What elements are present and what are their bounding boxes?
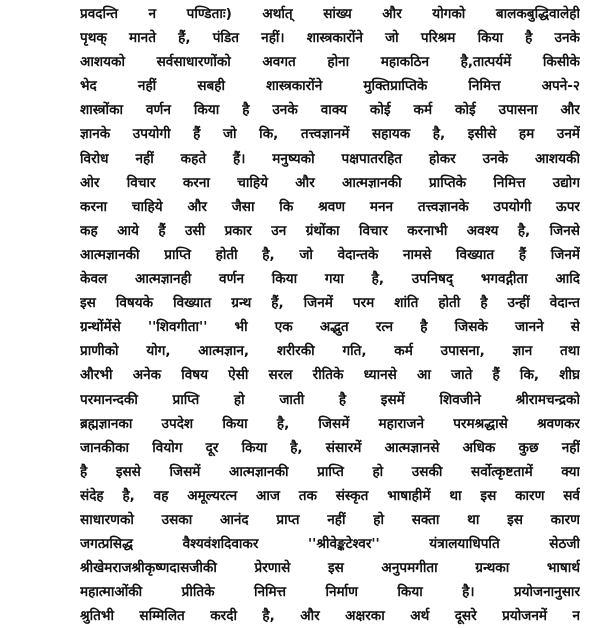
text-line: श्रीखेमराजश्रीकृष्णदासजीकी प्रेरणासे इस अनुपमगीता ग्रन्थका भाषार्थ	[80, 560, 580, 577]
text-line: ग्रन्थोंमेंसे ''शिवगीता'' भी एक अद्भुत रत्न है जिसके जानने से	[80, 319, 580, 336]
text-line: विरोध नहीं कहते हैं। मनुष्यको पक्षपातरहित होकर उनके आशयकी	[80, 150, 580, 167]
text-line: संदेह है, वह अमूल्यरत्न आज तक संस्कृत भाषाहीमें था इस कारण सर्व	[80, 487, 580, 504]
text-line: औरभी अनेक विषय ऐसी सरल रीतिके ध्यानसे आ जाते हैं कि, शीघ्र	[80, 367, 580, 384]
text-line: करना चाहिये और जैसा कि श्रवण मनन तत्त्वज्ञानके उपयोगी ऊपर	[80, 198, 580, 215]
text-line: महात्माओंकी प्रीतिके निमित्त निर्माण किया है। प्रयोजनानुसार	[80, 584, 580, 601]
body-text	[80, 2, 580, 628]
text-line: प्रवदन्ति न पण्डिताः) अर्थात् सांख्य और योगको बालकबुद्धिवालेही	[80, 6, 580, 22]
text-line: कह आये हैं उसी प्रकार उन ग्रंथोंका विचार करनाभी अवश्य है, जिनसे	[80, 222, 580, 239]
text-line: ओर विचार करना चाहिये और आत्मज्ञानकी प्राप्तिके निमित्त उद्योग	[80, 174, 580, 191]
text-line: ज्ञानके उपयोगी हैं जो कि, तत्त्वज्ञानमें सहायक है, इसीसे हम उनमें	[80, 126, 580, 143]
text-line: पृथक् मानते हैं, पंडित नहीं। शास्त्रकारोंने जो परिश्रम किया है उनके	[80, 30, 580, 47]
text-line: प्राणीको योग, आत्मज्ञान, शरीरकी गति, कर्म उपासना, ज्ञान तथा	[80, 343, 580, 360]
text-line: परमानन्दकी प्राप्ति हो जाती है इसमें शिवजीने श्रीरामचन्द्रको	[80, 391, 580, 408]
text-line: श्रुतिभी सम्मिलित करदी है, और अक्षरका अर्थ दूसरे प्रयोजनमें न	[80, 608, 580, 625]
text-line: आत्मज्ञानकी प्राप्ति होती है, जो वेदान्तके नामसे विख्यात हैं जिनमें	[80, 246, 580, 263]
text-line: जानकीका वियोग दूर किया है, संसारमें आत्मज्ञानसे अधिक कुछ नहीं	[80, 439, 580, 456]
text-line: शास्त्रोंका वर्णन किया है उनके वाक्य कोई कर्म कोई उपासना और	[80, 102, 580, 119]
text-line: आशयको सर्वसाधारणोंको अवगत होना महाकठिन है,तात्पर्यमें किसीके	[80, 54, 580, 71]
text-line: ब्रह्मज्ञानका उपदेश किया है, जिसमें महाराजने परमश्रद्धासे श्रवणकर	[80, 415, 580, 432]
text-line: केवल आत्मज्ञानही वर्णन किया गया है, उपनिषद् भगवद्गीता आदि	[80, 271, 580, 288]
text-line: साधारणको उसका आनंद प्राप्त नहीं हो सक्ता था इस कारण	[80, 511, 580, 528]
text-line: है इससे जिसमें आत्मज्ञानकी प्राप्ति हो उसकी सर्वोत्कृष्टतामें क्या	[80, 463, 580, 480]
text-line: इस विषयके विख्यात ग्रन्थ हैं, जिनमें परम शांति होती है उन्हीं वेदान्त	[80, 295, 580, 312]
text-line: भेद नहीं सबही शास्त्रकारोंने मुक्तिप्राप्तिके निमित्त अपने-२	[80, 78, 580, 95]
text-line: जगत्प्रसिद्ध वैश्यवंशदिवाकर ''श्रीवेङ्कटेश्वर'' यंत्रालयाधिपति सेठजी	[80, 536, 580, 553]
